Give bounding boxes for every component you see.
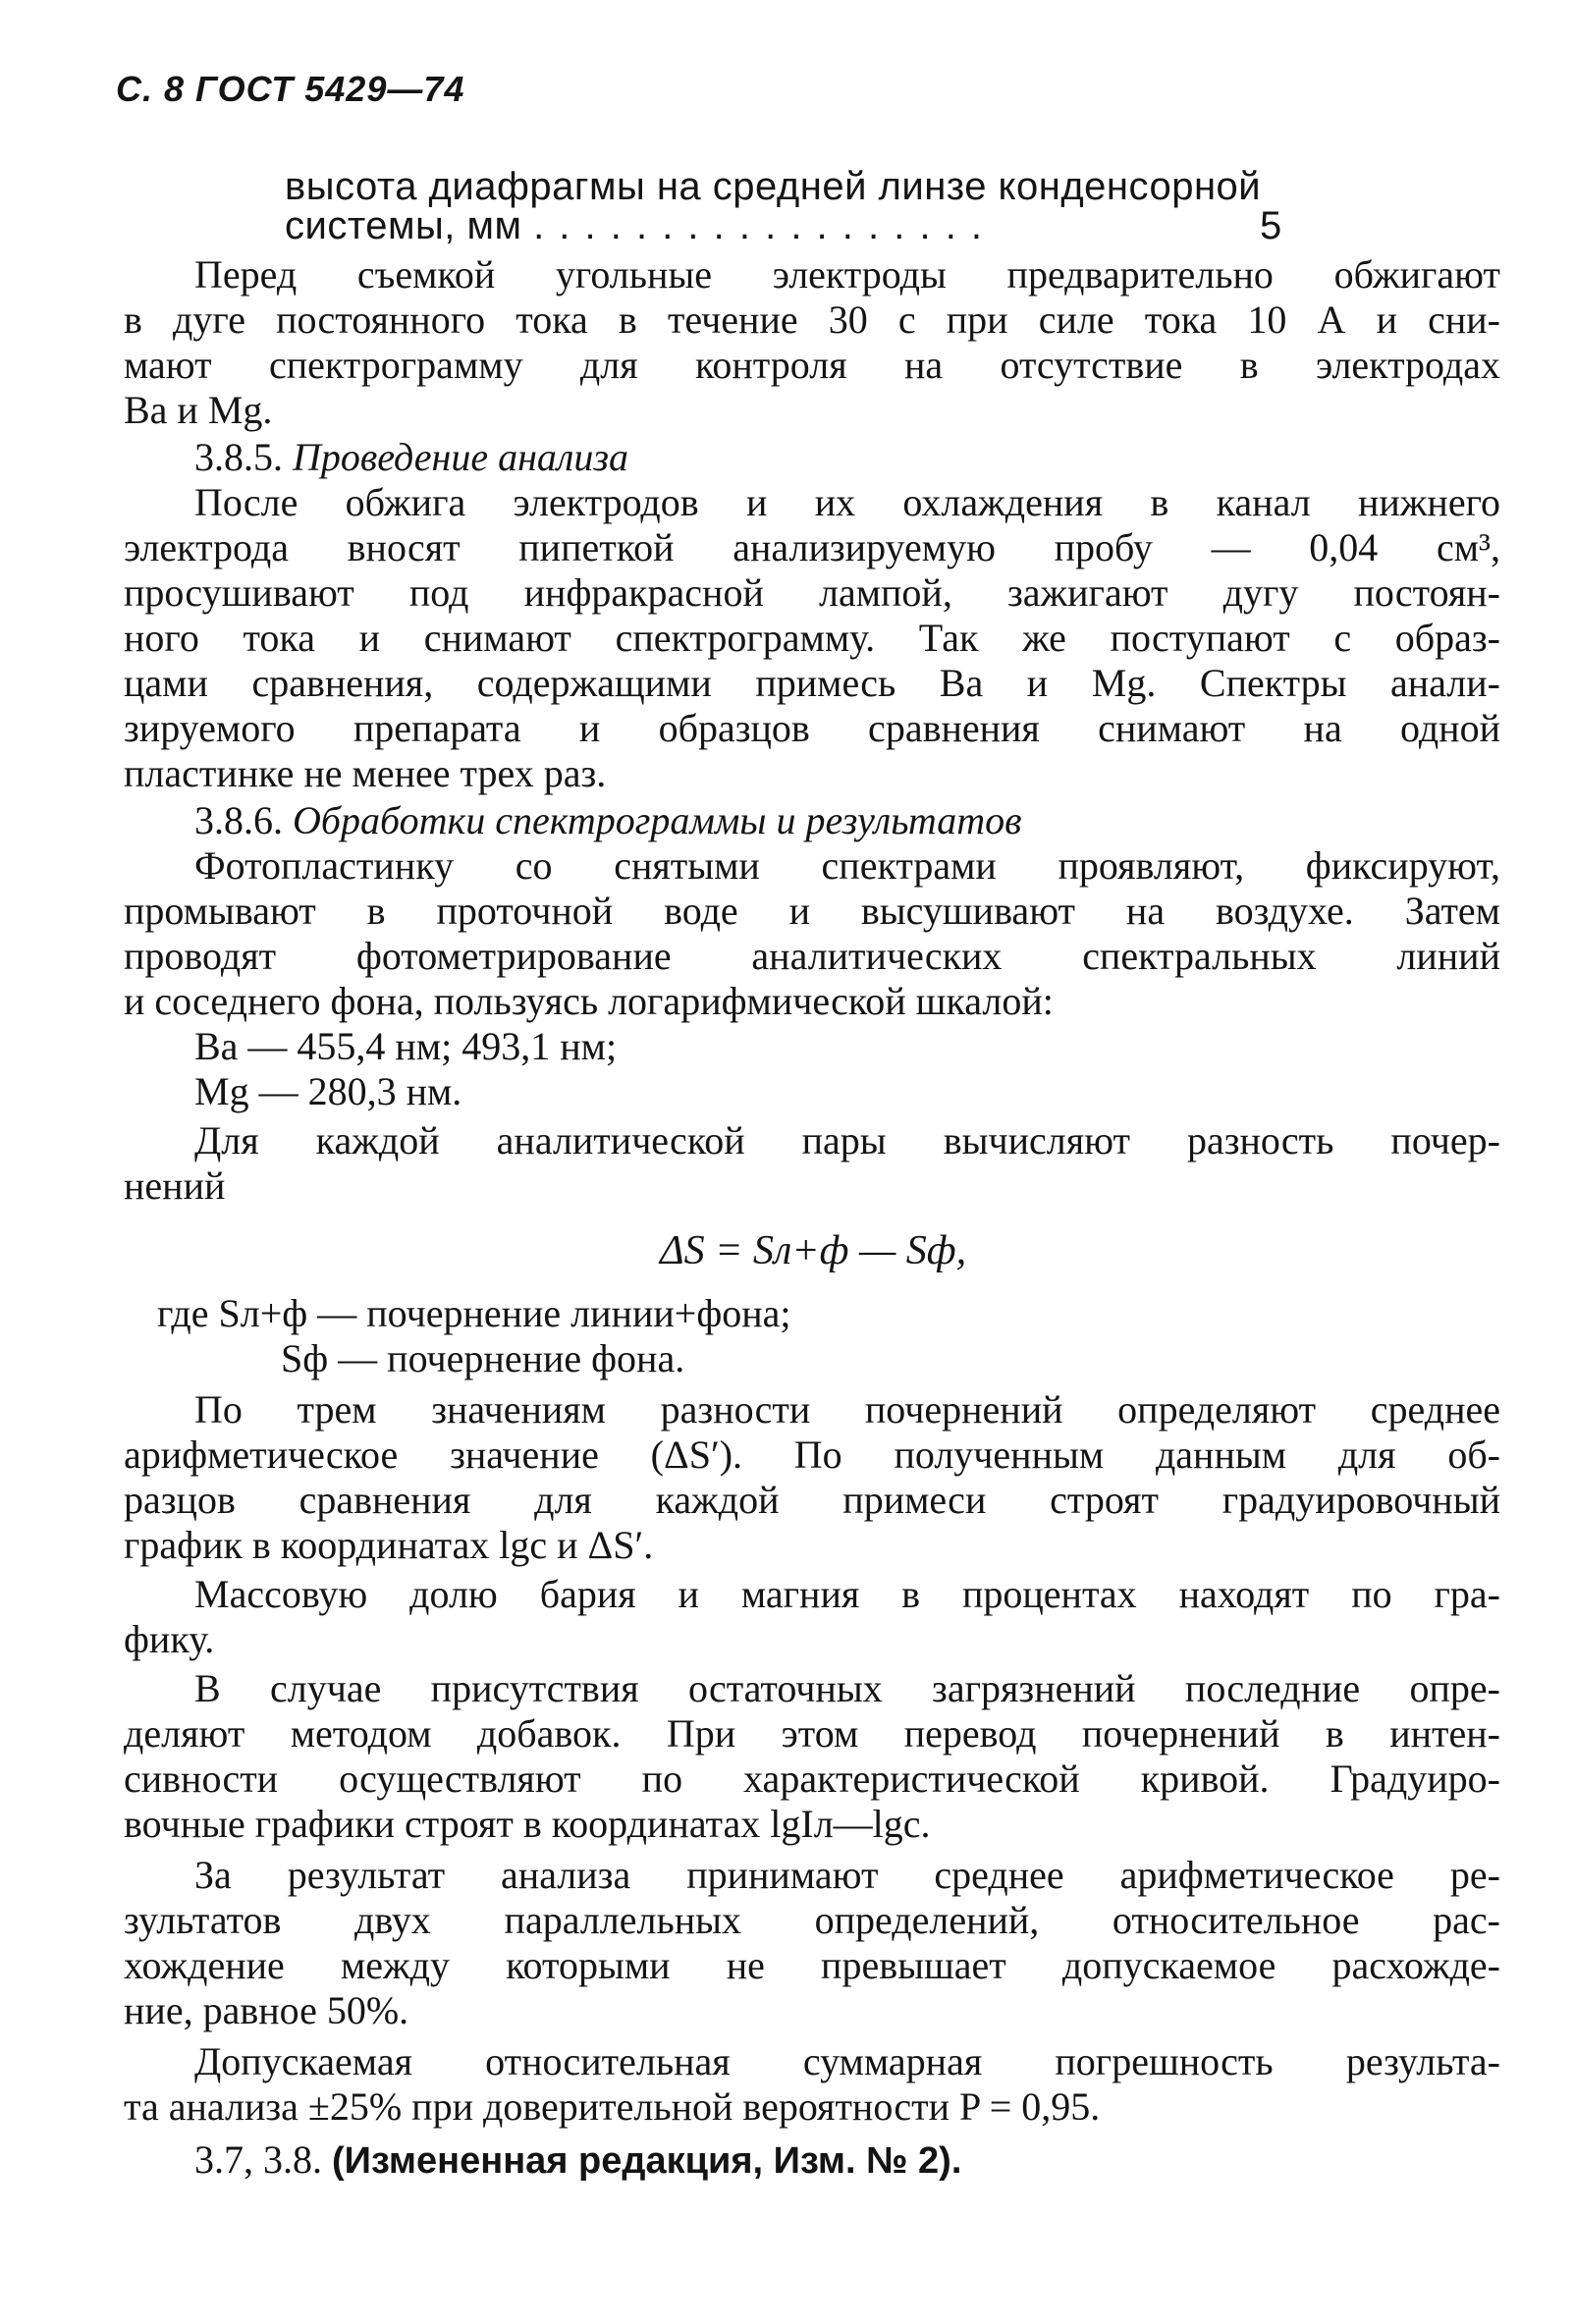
formula-where-1: где Sл+ф — почернение линии+фона; [157,1291,791,1335]
section-386-number: 3.8.6. [194,798,283,842]
p1-line2: в дуге постоянного тока в течение 30 с при силе тока 10 А и сни- [124,297,1500,342]
p4-line2: нений [124,1163,226,1208]
p2-line1: После обжига электродов и их охлаждения в канал нижнего [194,480,1500,524]
p1-line4: Ba и Mg. [124,388,273,432]
p3-line1: Фотопластинку со снятыми спектрами проявляют, фиксируют, [194,843,1500,888]
p6-line1: Массовую долю бария и магния в процентах находят по гра- [194,1572,1500,1616]
p5-line2: арифметическое значение (ΔS′). По полученным данным для об- [124,1432,1500,1477]
p5-line4: график в координатах lgc и ΔS′. [124,1523,654,1567]
p8-line4: ние, равное 50%. [124,1988,409,2032]
mg-wavelength: Mg — 280,3 нм. [194,1069,462,1113]
p2-line4: ного тока и снимают спектрограмму. Так же поступают с образ- [124,616,1500,660]
p2-line2: электрода вносят пипеткой анализируемую пробу — 0,04 см³, [124,525,1500,569]
section-386-heading [194,799,1022,842]
section-385-heading [194,436,628,479]
p5-line1: По трем значениям разности почернений определяют среднее [194,1387,1500,1432]
p8-line2: зультатов двух параллельных определений, относительное рас- [124,1898,1500,1942]
p2-line6: зируемого препарата и образцов сравнения снимают на одной [124,706,1500,750]
table-item-dots: . . . . . . . . . . . . . . . . . . [533,204,985,247]
amendment-sections: 3.7, 3.8. [194,2137,322,2182]
p9-line2: та анализа ±25% при доверительной вероятности P = 0,95. [124,2084,1101,2129]
p8-line3: хождение между которыми не превышает допускаемое расхожде- [124,1943,1500,1987]
p7-line2: деляют методом добавок. При этом перевод почернений в интен- [124,1711,1500,1756]
table-item-label: системы, мм [285,204,522,247]
p3-line3: проводят фотометрирование аналитических спектральных линий [124,934,1500,978]
p5-line3: разцов сравнения для каждой примеси строят градуировочный [124,1478,1500,1522]
amendment-text: (Измененная редакция, Изм. № 2). [332,2140,962,2182]
section-386-title: Обработки спектрограммы и результатов [293,798,1022,842]
section-385-number: 3.8.5. [194,435,283,479]
amendment-note [194,2138,961,2183]
p6-line2: фику. [124,1617,215,1661]
p3-line2: промывают в проточной воде и высушивают на воздухе. Затем [124,889,1500,933]
p4-line1: Для каждой аналитической пары вычисляют разность почер- [194,1118,1500,1162]
formula-delta-s: ΔS = Sл+ф — Sф, [660,1228,967,1273]
p7-line4: вочные графики строят в координатах lgIл—lgc. [124,1802,931,1846]
formula-where-2: Sф — почернение фона. [281,1336,685,1380]
p7-line1: В случае присутствия остаточных загрязнений последние опре- [194,1666,1500,1710]
p2-line7: пластинке не менее трех раз. [124,751,607,795]
table-item-value: 5 [1260,204,1282,247]
table-item-line2 [285,204,984,247]
p3-line4: и соседнего фона, пользуясь логарифмической шкалой: [124,979,1054,1023]
section-385-title: Проведение анализа [293,435,628,479]
ba-wavelengths: Ba — 455,4 нм; 493,1 нм; [194,1024,618,1068]
p8-line1: За результат анализа принимают среднее арифметическое ре- [194,1853,1500,1897]
p7-line3: сивности осуществляют по характеристической кривой. Градуиро- [124,1757,1500,1801]
page-header: С. 8 ГОСТ 5429—74 [116,69,465,109]
p2-line5: цами сравнения, содержащими примесь Ba и Mg. Спектры анали- [124,661,1500,705]
p1-line1: Перед съемкой угольные электроды предварительно обжигают [194,252,1500,297]
p1-line3: мают спектрограмму для контроля на отсутствие в электродах [124,343,1500,387]
table-item-line1: высота диафрагмы на средней линзе конденсорной [285,165,1262,208]
p9-line1: Допускаемая относительная суммарная погрешность результа- [194,2039,1500,2083]
p2-line3: просушивают под инфракрасной лампой, зажигают дугу постоян- [124,570,1500,615]
